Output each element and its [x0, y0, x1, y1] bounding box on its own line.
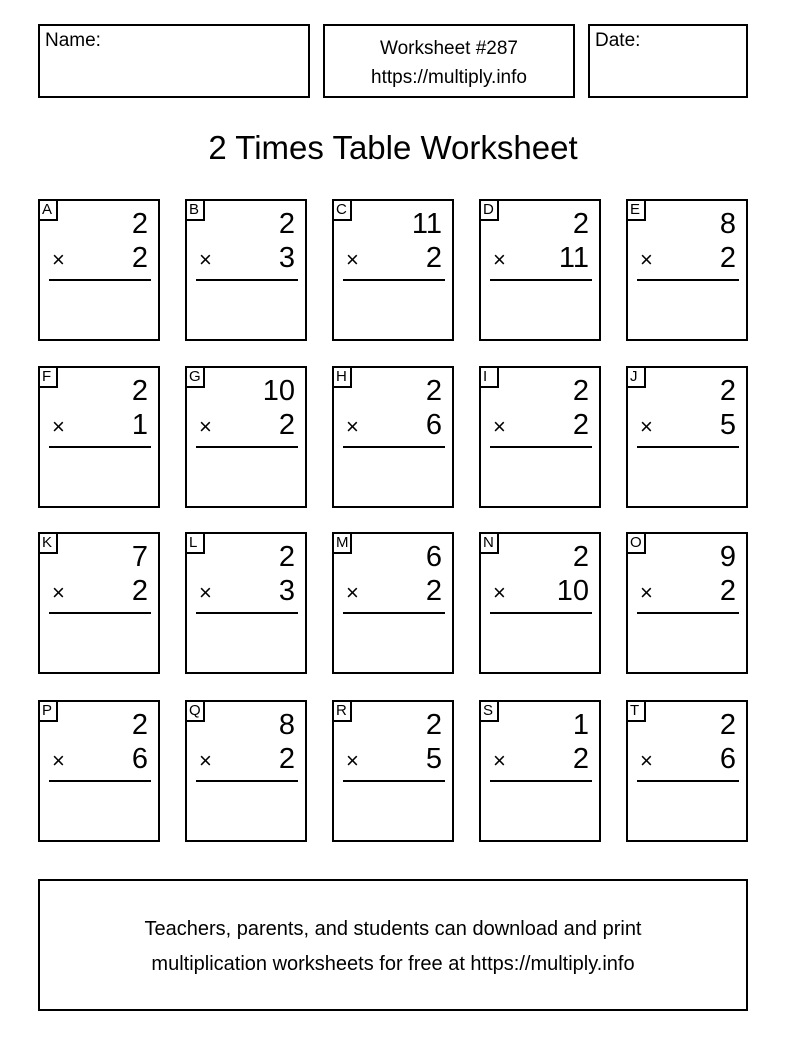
bottom-number: 3 [278, 575, 295, 607]
bottom-number: 3 [278, 242, 295, 274]
multiply-sign: × [52, 247, 65, 272]
multiply-sign: × [346, 414, 359, 439]
top-number: 9 [719, 541, 736, 573]
answer-line [637, 279, 739, 281]
problem-label: D [479, 199, 499, 221]
problem-card [185, 366, 307, 508]
top-number: 2 [278, 208, 295, 240]
top-number: 2 [572, 208, 589, 240]
bottom-number: 11 [558, 242, 589, 274]
problem-card [332, 532, 454, 674]
problem-label: H [332, 366, 352, 388]
top-number: 6 [425, 541, 442, 573]
problem-label: G [185, 366, 205, 388]
problem-card [479, 532, 601, 674]
problem-card [626, 366, 748, 508]
answer-line [196, 446, 298, 448]
problem-card [38, 532, 160, 674]
top-number: 2 [425, 375, 442, 407]
problem-label: C [332, 199, 352, 221]
multiply-sign: × [640, 247, 653, 272]
problem-card [38, 366, 160, 508]
problem-label: K [38, 532, 58, 554]
answer-line [343, 279, 445, 281]
worksheet-url: https://multiply.info [371, 67, 527, 88]
bottom-number: 6 [719, 743, 736, 775]
top-number: 11 [411, 208, 442, 240]
problem-card [479, 199, 601, 341]
top-number: 2 [131, 208, 148, 240]
problem-card [185, 532, 307, 674]
top-number: 2 [131, 375, 148, 407]
problem-label: M [332, 532, 352, 554]
problem-label: I [479, 366, 499, 388]
bottom-number: 5 [719, 409, 736, 441]
bottom-number: 2 [572, 409, 589, 441]
problem-card [479, 700, 601, 842]
problem-card [626, 532, 748, 674]
problem-label: F [38, 366, 58, 388]
problem-label: O [626, 532, 646, 554]
answer-line [637, 780, 739, 782]
problem-label: R [332, 700, 352, 722]
top-number: 2 [719, 375, 736, 407]
answer-line [49, 780, 151, 782]
bottom-number: 5 [425, 743, 442, 775]
multiply-sign: × [346, 247, 359, 272]
problem-card [332, 700, 454, 842]
answer-line [343, 446, 445, 448]
problem-label: A [38, 199, 58, 221]
bottom-number: 2 [719, 242, 736, 274]
answer-line [196, 780, 298, 782]
worksheet-number: Worksheet #287 [379, 38, 518, 59]
multiply-sign: × [52, 414, 65, 439]
problem-label: L [185, 532, 205, 554]
top-number: 1 [572, 709, 589, 741]
multiply-sign: × [199, 247, 212, 272]
problem-card [626, 199, 748, 341]
bottom-number: 2 [131, 242, 148, 274]
answer-line [637, 446, 739, 448]
problem-card [626, 700, 748, 842]
multiply-sign: × [640, 748, 653, 773]
top-number: 2 [572, 541, 589, 573]
problem-label: E [626, 199, 646, 221]
answer-line [49, 612, 151, 614]
answer-line [490, 780, 592, 782]
problem-card [479, 366, 601, 508]
top-number: 2 [719, 709, 736, 741]
problem-label: N [479, 532, 499, 554]
answer-line [49, 279, 151, 281]
multiply-sign: × [199, 748, 212, 773]
multiply-sign: × [52, 580, 65, 605]
top-number: 10 [262, 375, 295, 407]
top-number: 8 [719, 208, 736, 240]
multiply-sign: × [493, 580, 506, 605]
problem-label: Q [185, 700, 205, 722]
bottom-number: 2 [719, 575, 736, 607]
bottom-number: 2 [278, 743, 295, 775]
multiply-sign: × [493, 414, 506, 439]
multiply-sign: × [346, 748, 359, 773]
problem-label: T [626, 700, 646, 722]
bottom-number: 10 [556, 575, 589, 607]
answer-line [343, 780, 445, 782]
multiply-sign: × [640, 414, 653, 439]
multiply-sign: × [493, 247, 506, 272]
top-number: 2 [278, 541, 295, 573]
top-number: 2 [131, 709, 148, 741]
problem-card [185, 700, 307, 842]
answer-line [490, 446, 592, 448]
page-title: 2 Times Table Worksheet [208, 129, 578, 166]
footer-box [38, 879, 748, 1011]
footer-line-1: Teachers, parents, and students can download and print [144, 918, 642, 940]
bottom-number: 2 [425, 575, 442, 607]
problem-label: S [479, 700, 499, 722]
multiply-sign: × [52, 748, 65, 773]
problem-label: J [626, 366, 646, 388]
answer-line [637, 612, 739, 614]
bottom-number: 2 [131, 575, 148, 607]
multiply-sign: × [199, 414, 212, 439]
problem-label: B [185, 199, 205, 221]
date-label: Date: [595, 30, 641, 51]
problem-card [185, 199, 307, 341]
bottom-number: 2 [572, 743, 589, 775]
bottom-number: 6 [131, 743, 148, 775]
bottom-number: 2 [425, 242, 442, 274]
answer-line [343, 612, 445, 614]
answer-line [490, 612, 592, 614]
problem-card [332, 199, 454, 341]
answer-line [490, 279, 592, 281]
top-number: 7 [131, 541, 148, 573]
problem-card [38, 700, 160, 842]
top-number: 2 [572, 375, 589, 407]
problem-label: P [38, 700, 58, 722]
answer-line [49, 446, 151, 448]
answer-line [196, 612, 298, 614]
multiply-sign: × [346, 580, 359, 605]
multiply-sign: × [493, 748, 506, 773]
answer-line [196, 279, 298, 281]
bottom-number: 6 [425, 409, 442, 441]
top-number: 2 [425, 709, 442, 741]
multiply-sign: × [640, 580, 653, 605]
multiply-sign: × [199, 580, 212, 605]
problem-card [332, 366, 454, 508]
bottom-number: 1 [131, 409, 148, 441]
bottom-number: 2 [278, 409, 295, 441]
footer-line-2: multiplication worksheets for free at https://multiply.info [151, 953, 635, 975]
name-label: Name: [45, 30, 101, 51]
top-number: 8 [278, 709, 295, 741]
problem-card [38, 199, 160, 341]
